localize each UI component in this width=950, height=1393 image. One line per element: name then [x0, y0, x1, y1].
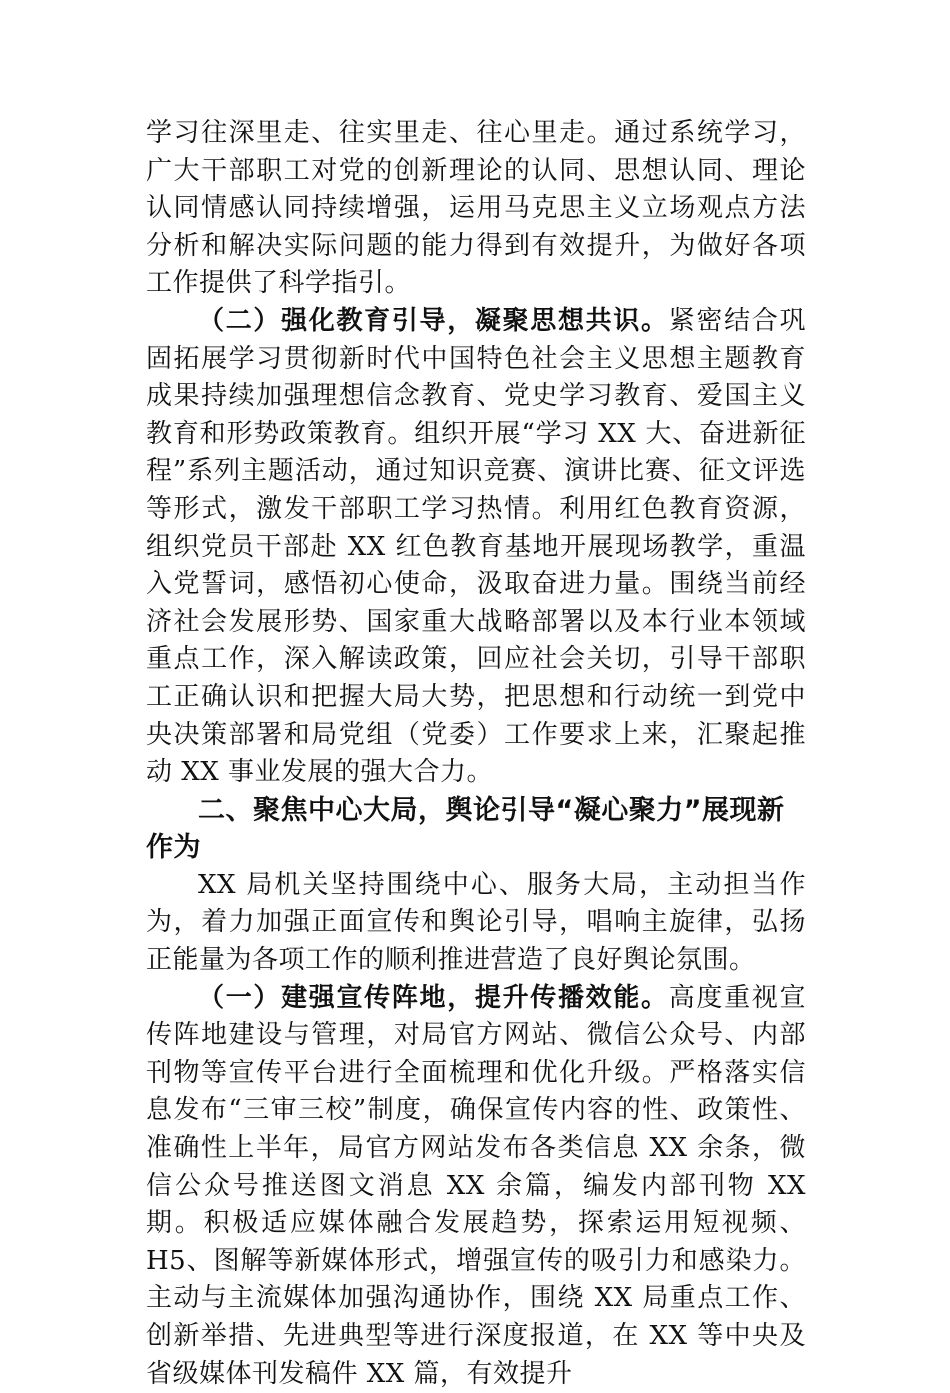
- paragraph-subheading: （二）强化教育引导，凝聚思想共识。: [198, 305, 669, 336]
- document-body: [146, 115, 806, 1393]
- paragraph-text: 紧密结合巩固拓展学习贯彻新时代中国特色社会主义思想主题教育成果持续加强理想信念教育、党史学习教育、爱国主义教育和形势政策教育。组织开展“学习 XX 大、奋进新征程”系列主题活动，通过知识竞赛、演讲比赛、征文评选等形式，激发干部职工学习热情。利用红色教育资源，组织党员干部赴 XX 红色教育基地开展现场教学，重温入党誓词，感悟初心使命，汲取奋进力量。围绕当前经济社会发展形势、国家重大战略部署以及本行业本领域重点工作，深入解读政策，回应社会关切，引导干部职工正确认识和把握大局大势，把思想和行动统一到党中央决策部署和局党组（党委）工作要求上来，汇聚起推动 XX 事业发展的强大合力。: [146, 305, 806, 788]
- paragraph-education-guidance: [146, 303, 806, 792]
- paragraph-publicity-platform: [146, 980, 806, 1393]
- paragraph-section-intro: [146, 867, 806, 980]
- paragraph-text: 学习往深里走、往实里走、往心里走。通过系统学习，广大干部职工对党的创新理论的认同、思想认同、理论认同情感认同持续增强，运用马克思主义立场观点方法分析和解决实际问题的能力得到有效提升，为做好各项工作提供了科学指引。: [146, 118, 806, 299]
- paragraph-subheading: （一）建强宣传阵地，提升传播效能。: [198, 982, 669, 1013]
- paragraph-text: XX 局机关坚持围绕中心、服务大局，主动担当作为，着力加强正面宣传和舆论引导，唱响主旋律，弘扬正能量为各项工作的顺利推进营造了良好舆论氛围。: [146, 869, 806, 976]
- paragraph-continuation: [146, 115, 806, 303]
- section-heading: 二、聚焦中心大局，舆论引导“凝心聚力”展现新作为: [146, 794, 785, 864]
- paragraph-text: 高度重视宣传阵地建设与管理，对局官方网站、微信公众号、内部刊物等宣传平台进行全面梳理和优化升级。严格落实信息发布“三审三校”制度，确保宣传内容的性、政策性、准确性上半年，局官方网站发布各类信息 XX 余条，微信公众号推送图文消息 XX 余篇，编发内部刊物 XX 期。积极适应媒体融合发展趋势，探索运用短视频、H5、图解等新媒体形式，增强宣传的吸引力和感染力。主动与主流媒体加强沟通协作，围绕 XX 局重点工作、创新举措、先进典型等进行深度报道，在 XX 等中央及省级媒体刊发稿件 XX 篇，有效提升: [146, 982, 806, 1389]
